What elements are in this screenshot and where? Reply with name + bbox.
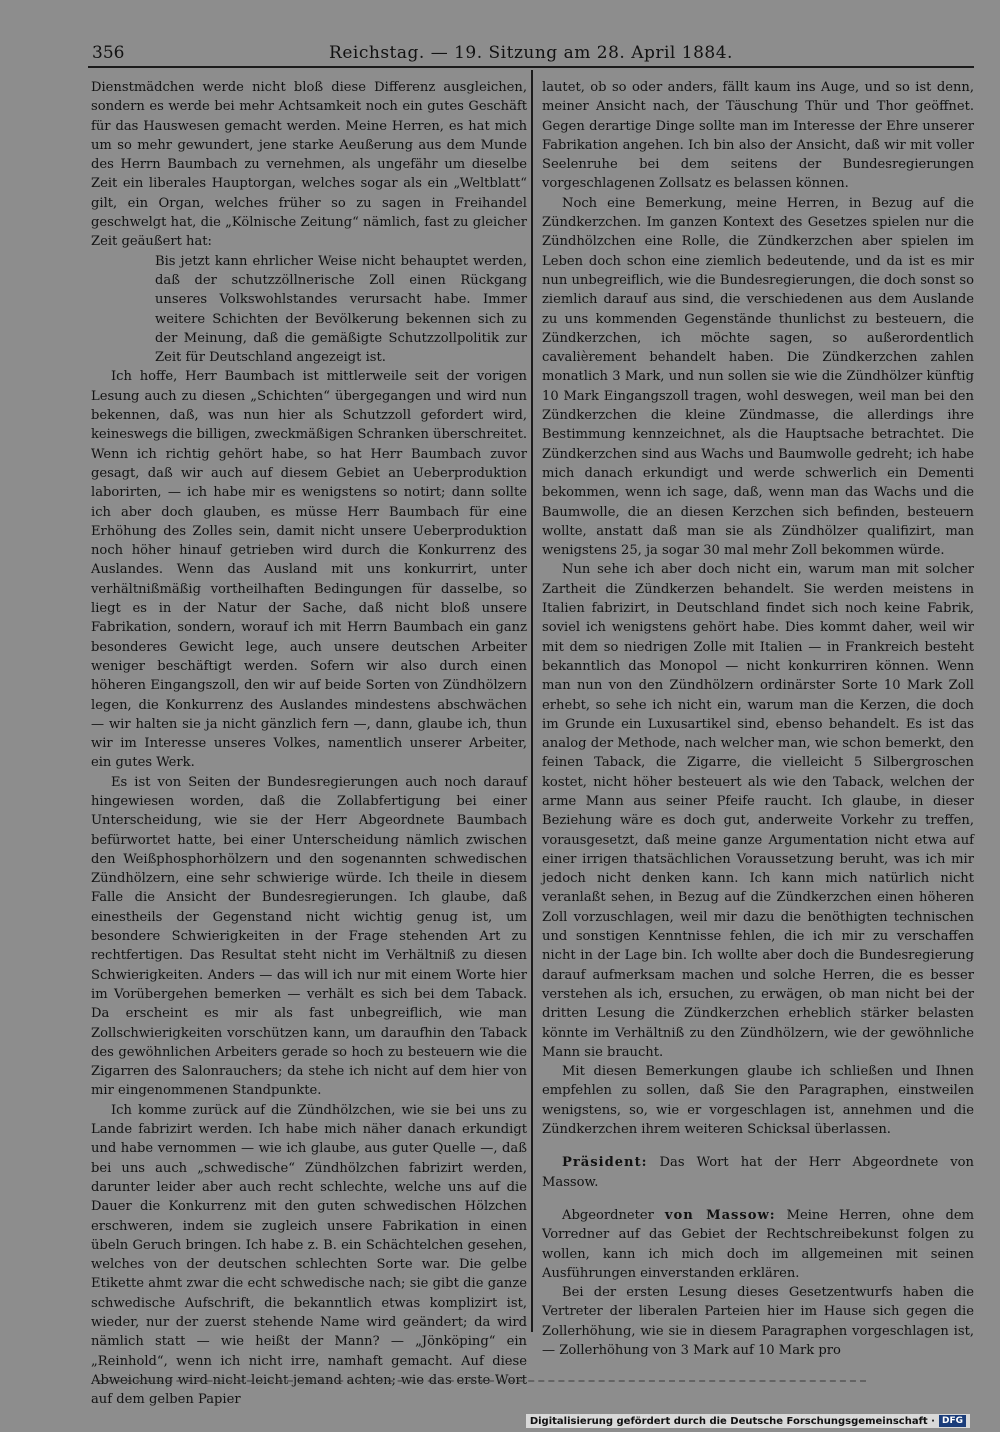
spacer [542, 1192, 974, 1206]
paragraph: Nun sehe ich aber doch nicht ein, warum man mit solcher Zartheit die Zündkerzen behandelt. Sie werden meistens in Italien fabrizirt, in Deutschland findet sich noch keine Fabrik, soviel ich wenigstens gehört habe. Dies kommt daher, weil wir mit dem so niedrigen Zolle mit Italien — in Frankreich besteht bekanntlich das Monopol — nicht konkurriren können. Wenn man nun von den Zündhölzern ordinärster Sorte 10 Mark Zoll erhebt, so sehe ich nicht ein, warum man die Kerzen, die doch im Grunde ein Luxusartikel sind, ebenso behandelt. Es ist das analog der Methode, nach welcher man, wie schon bemerkt, den feinen Taback, die Zigarre, die vielleicht 5 Silbergroschen kostet, nicht höher besteuert als wie den Taback, welchen der arme Mann aus seiner Pfeife raucht. Ich glaube, in dieser Beziehung wäre es doch gut, anderweite Vorkehr zu treffen, vorausgesetzt, daß meine ganze Argumentation nicht etwa auf einer irrigen thatsächlichen Voraussetzung beruht, was ich mir jedoch nicht denken kann. Ich kann mich natürlich nicht veranlaßt sehen, in Bezug auf die Zündkerzchen einen höheren Zoll vorzuschlagen, weil mir dazu die benöthigten technischen und sonstigen Kenntnisse fehlen, die ich mir zu verschaffen nicht in der Lage bin. Ich wollte aber doch die Bundesregierung darauf aufmerksam machen und solche Herren, die es besser verstehen als ich, ersuchen, zu erwägen, ob man nicht bei der dritten Lesung die Zündkerzchen erheblich stärker belasten könnte im Verhältniß zu den Zündhölzern, wie der gewöhnliche Mann sie braucht. [542, 562, 974, 1060]
column-divider [531, 70, 533, 1332]
president-label: Präsident: [562, 1155, 648, 1171]
president-text: Das Wort hat der Herr Abgeordnete von Massow. [542, 1155, 974, 1190]
speaker-prefix: Abgeordneter [562, 1207, 654, 1223]
paragraph: Es ist von Seiten der Bundesregierungen auch noch darauf hingewiesen worden, daß die Zollabfertigung bei einer Unterscheidung, wie sie der Herr Abgeordnete Baumbach befürwortet hatte, bei einer Unterscheidung nämlich zwischen den Weißphosphorhölzern und den sogenannten schwedischen Zündhölzern, eine sehr schwierige würde. Ich theile in diesem Falle die Ansicht der Bundesregierungen. Ich glaube, daß einestheils der Gegenstand nicht wichtig genug ist, um besondere Schwierigkeiten in der Frage stehenden Art zu rechtfertigen. Das Resultat steht nicht im Verhältniß zu diesen Schwierigkeiten. Anders — das will ich nur mit einem Worte hier im Vorübergehen bemerken — verhält es sich bei dem Taback. Da erscheint es mir als fast unbegreiflich, wie man Zollschwierigkeiten vorschützen kann, um daraufhin den Taback des gewöhnlichen Arbeiters gerade so hoch zu besteuern wie die Zigarren des Salonrauchers; da stehe ich nicht auf dem hier von mir eingenommenen Standpunkte. [91, 774, 527, 1099]
digitization-credit [526, 1414, 970, 1428]
block-quote: Bis jetzt kann ehrlicher Weise nicht behauptet werden, daß der schutzzöllnerische Zoll einen Rückgang unseres Volkswohlstandes verursacht habe. Immer weitere Schichten der Bevölkerung bekennen sich zu der Meinung, daß die gemäßigte Schutzzollpolitik zur Zeit für Deutschland angezeigt ist. [155, 253, 527, 366]
page-header [88, 36, 974, 68]
president-statement [542, 1153, 974, 1192]
speaker-text: Meine Herren, ohne dem Vorredner auf das Gebiet der Rechtschreibekunst folgen zu wollen, kann ich mich doch im allgemeinen mit seinen Ausführungen einverstanden erklären. [542, 1207, 974, 1281]
page-title: Reichstag. — 19. Sitzung am 28. April 1884. [329, 43, 733, 63]
right-column [542, 78, 974, 1360]
left-column [91, 78, 527, 1409]
paragraph: Ich hoffe, Herr Baumbach ist mittlerweile seit der vorigen Lesung auch zu diesen „Schichten“ übergegangen und wird nun bekennen, daß, was nun hier als Schutzzoll gefordert wird, keineswegs die billigen, zweckmäßigen Schranken überschreitet. Wenn ich richtig gehört habe, so hat Herr Baumbach zuvor gesagt, daß wir auch auf diesem Gebiet an Ueberproduktion laborirten, — ich habe mir es wenigstens so notirt; dann sollte ich aber doch glauben, es müsse Herr Baumbach für eine Erhöhung des Zolles sein, damit nicht unsere Ueberproduktion noch höher hinauf getrieben wird durch die Konkurrenz des Auslandes. Wenn das Ausland mit uns konkurrirt, unter verhältnißmäßig vortheilhaften Bedingungen für dasselbe, so liegt es in der Natur der Sache, daß nicht bloß unsere Fabrikation, sondern, worauf ich mit Herrn Baumbach ein ganz besonderes Gewicht lege, auch unsere deutschen Arbeiter weniger beschäftigt werden. Sofern wir also durch einen höheren Eingangszoll, den wir auf beide Sorten von Zündhölzern legen, die Konkurrenz des Auslandes mindestens abschwächen — wir halten sie ja nicht gänzlich fern —, dann, glaube ich, thun wir im Interesse unseres Volkes, namentlich unserer Arbeiter, ein gutes Werk. [91, 369, 527, 771]
spacer [542, 1139, 974, 1153]
credit-text: Digitalisierung gefördert durch die Deutsche Forschungsgemeinschaft · [529, 1415, 935, 1427]
speaker-name: von Massow: [664, 1207, 776, 1223]
page-number: 356 [92, 43, 125, 63]
paragraph: Ich komme zurück auf die Zündhölzchen, wie sie bei uns zu Lande fabrizirt werden. Ich habe mich näher danach erkundigt und habe vernommen — wie ich glaube, aus guter Quelle —, daß bei uns auch „schwedische“ Zündhölzchen fabrizirt werden, darunter leider aber auch recht schlechte, welche uns auf die Dauer die Konkurrenz mit den guten schwedischen Hölzchen erschweren, indem sie zugleich unsere Fabrikation in einen übeln Geruch bringen. Ich habe z. B. ein Schächtelchen gesehen, welches von der deutschen schlechten Sorte war. Die gelbe Etikette ahmt zwar die echt schwedische nach; sie gibt die ganze schwedische Aufschrift, die bekanntlich etwas komplizirt ist, wieder, nur der zuerst stehende Name wird geändert; da wird nämlich statt — wie heißt der Mann? — „Jönköping“ ein „Reinhold“, wenn ich nicht irre, namhaft gemacht. Auf diese Abweichung wird nicht leicht jemand achten; wie das erste Wort auf dem gelben Papier [91, 1102, 527, 1408]
paragraph: Noch eine Bemerkung, meine Herren, in Bezug auf die Zündkerzchen. Im ganzen Kontext des Gesetzes spielen nur die Zündhölzchen eine Rolle, die Zündkerzchen aber spielen im Leben doch schon eine ziemlich bedeutende, und da ist es mir nun unbegreiflich, wie die Bundesregierungen, die doch sonst so ziemlich darauf aus sind, die verschiedenen aus dem Auslande zu uns kommenden Gegenstände thunlichst zu besteuern, die Zündkerzchen, ich möchte sagen, so außerordentlich cavalièrement behandelt haben. Die Zündkerzchen zahlen monatlich 3 Mark, und nun sollen sie wie die Zündhölzer künftig 10 Mark Eingangszoll tragen, wohl deswegen, weil man bei den Zündkerzchen die kleine Zündmasse, die allerdings ihre Bestimmung kennzeichnet, als die Hauptsache betrachtet. Die Zündkerzchen sind aus Wachs und Baumwolle gedreht; ich habe mich danach erkundigt und werde schwerlich ein Dementi bekommen, wenn ich sage, daß, wenn man das Wachs und die Baumwolle, die an diesen Kerzchen sich befinden, besteuern wollte, anstatt daß man sie als Zündhölzer qualifizirt, man wenigstens 25, ja sogar 30 mal mehr Zoll bekommen würde. [542, 195, 974, 559]
paragraph: Bei der ersten Lesung dieses Gesetzentwurfs haben die Vertreter der liberalen Parteien hier im Hause sich gegen die Zollerhöhung, wie sie in diesem Paragraphen vorgeschlagen ist, — Zollerhöhung von 3 Mark auf 10 Mark pro [542, 1285, 974, 1358]
paragraph: lautet, ob so oder anders, fällt kaum ins Auge, und so ist denn, meiner Ansicht nach, der Täuschung Thür und Thor geöffnet. Gegen derartige Dinge sollte man im Interesse der Ehre unserer Fabrikation angehen. Ich bin also der Ansicht, daß wir mit voller Seelenruhe bei dem seitens der Bundesregierungen vorgeschlagenen Zollsatz es belassen können. [542, 80, 974, 192]
paragraph: Mit diesen Bemerkungen glaube ich schließen und Ihnen empfehlen zu sollen, daß Sie den Paragraphen, einstweilen wenigstens, so, wie er vorgeschlagen ist, annehmen und die Zündkerzchen ihrem weiteren Schicksal überlassen. [542, 1064, 974, 1138]
bottom-rule [96, 1380, 866, 1383]
paragraph: Dienstmädchen werde nicht bloß diese Differenz ausgleichen, sondern es werde bei mehr Achtsamkeit noch ein gutes Geschäft für das Hauswesen gemacht werden. Meine Herren, es hat mich um so mehr gewundert, jene starke Aeußerung aus dem Munde des Herrn Baumbach zu vernehmen, als ungefähr um dieselbe Zeit ein liberales Hauptorgan, welches sogar als ein „Weltblatt“ gilt, ein Organ, welches früher so zu sagen in Freihandel geschwelgt hat, die „Kölnische Zeitung“ nämlich, fast zu gleicher Zeit geäußert hat: [91, 80, 527, 250]
speaker-statement [542, 1206, 974, 1283]
dfg-logo: DFG [939, 1415, 966, 1427]
